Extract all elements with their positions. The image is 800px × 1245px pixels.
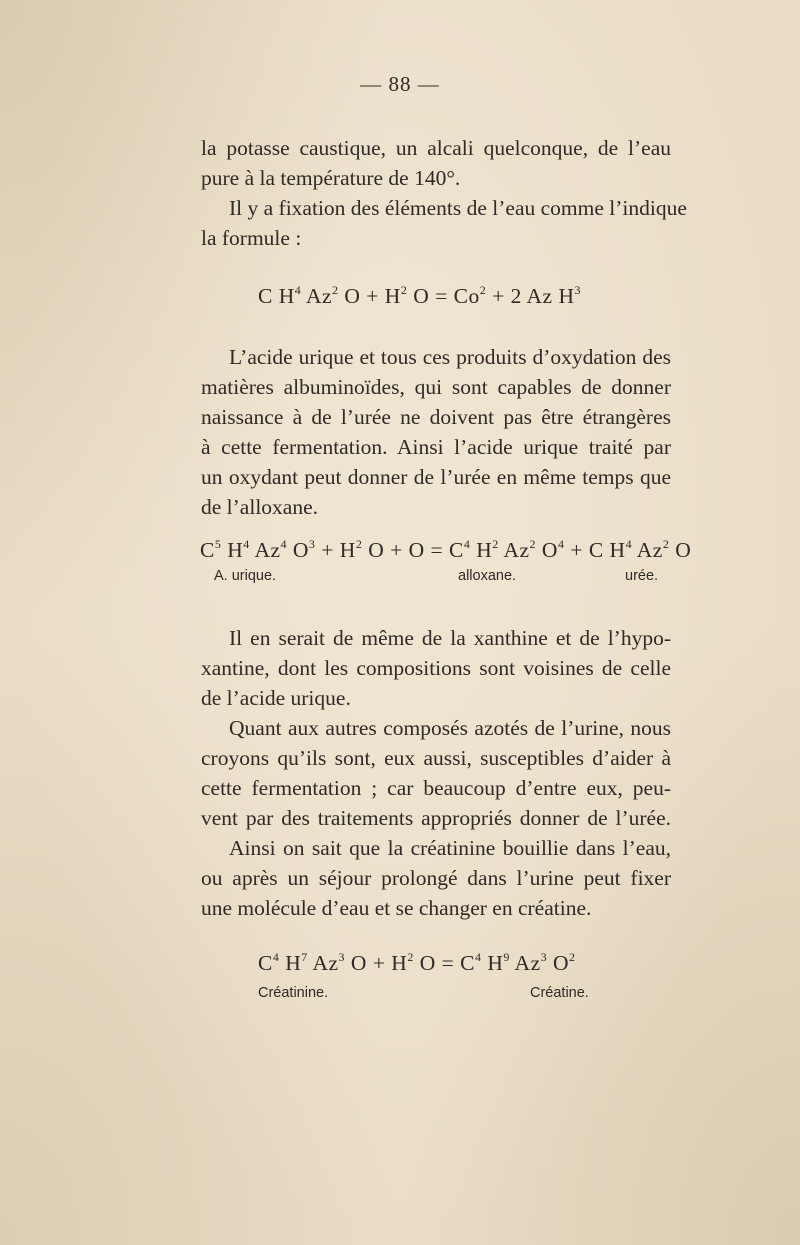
text-line: naissance à de l’urée ne doivent pas être étrangères xyxy=(201,405,671,429)
formula-subscript: 4 xyxy=(463,537,471,551)
formula-subscript: 2 xyxy=(529,537,537,551)
formula-text: Az xyxy=(498,538,530,562)
text-line: de l’acide urique. xyxy=(201,686,351,710)
chemical-equation-uric-acid-oxidation xyxy=(200,538,691,563)
text-line: de l’alloxane. xyxy=(201,495,319,519)
formula-text: O = C xyxy=(413,951,475,975)
text-line: la formule : xyxy=(201,226,302,250)
formula-text: Az xyxy=(509,951,541,975)
formula-text: Az xyxy=(632,538,663,562)
formula-caption-creatine: Créatine. xyxy=(530,985,589,1001)
formula-subscript: 2 xyxy=(332,283,339,297)
formula-subscript: 7 xyxy=(301,950,308,964)
formula-caption-uric-acid: A. urique. xyxy=(214,568,277,584)
text-line: Il y a fixation des éléments de l’eau comme l’indique xyxy=(229,196,687,220)
formula-caption-uree: urée. xyxy=(625,568,659,584)
formula-subscript: 5 xyxy=(214,537,222,551)
formula-subscript: 2 xyxy=(569,950,576,964)
formula-subscript: 4 xyxy=(557,537,565,551)
formula-subscript: 9 xyxy=(503,950,510,964)
formula-text: C xyxy=(258,951,273,975)
chemical-equation-urea-hydrolysis xyxy=(258,284,581,309)
text-line: ou après un séjour prolongé dans l’urine peut fixer xyxy=(201,866,671,890)
text-line: matières albuminoïdes, qui sont capables de donner xyxy=(201,375,671,399)
formula-text: O = Co xyxy=(407,284,480,308)
text-line: la potasse caustique, un alcali quelconque, de l’eau xyxy=(201,136,671,160)
formula-subscript: 2 xyxy=(662,537,670,551)
formula-text: O + H xyxy=(338,284,401,308)
formula-text: H xyxy=(221,538,244,562)
formula-subscript: 2 xyxy=(492,537,499,551)
text-line: xantine, dont les compositions sont voisines de celle xyxy=(201,656,671,680)
text-line: Quant aux autres composés azotés de l’urine, nous xyxy=(229,716,671,740)
formula-text: H xyxy=(279,951,302,975)
formula-caption-creatinine: Créatinine. xyxy=(258,985,329,1001)
formula-subscript: 4 xyxy=(280,537,288,551)
formula-text: O + O = C xyxy=(362,538,464,562)
formula-subscript: 3 xyxy=(574,283,581,297)
formula-text: + C H xyxy=(564,538,626,562)
text-line: croyons qu’ils sont, eux aussi, susceptibles d’aider à xyxy=(201,746,671,770)
formula-text: C xyxy=(200,538,215,562)
formula-subscript: 2 xyxy=(479,283,487,297)
text-line: Il en serait de même de la xanthine et de l’hypo- xyxy=(229,626,671,650)
formula-text: Az xyxy=(307,951,339,975)
text-line: un oxydant peut donner de l’urée en même temps que xyxy=(201,465,671,489)
formula-subscript: 3 xyxy=(308,537,316,551)
formula-text: C H xyxy=(258,284,295,308)
formula-text: O xyxy=(287,538,309,562)
text-line: à cette fermentation. Ainsi l’acide urique traité par xyxy=(201,435,671,459)
formula-text: H xyxy=(470,538,493,562)
formula-text: + H xyxy=(315,538,356,562)
formula-subscript: 3 xyxy=(338,950,346,964)
formula-text: Az xyxy=(301,284,333,308)
formula-subscript: 4 xyxy=(474,950,482,964)
formula-caption-alloxane: alloxane. xyxy=(458,568,517,584)
formula-subscript: 2 xyxy=(355,537,363,551)
text-line: pure à la température de 140°. xyxy=(201,166,461,190)
formula-text: + 2 Az H xyxy=(486,284,575,308)
formula-subscript: 4 xyxy=(243,537,250,551)
formula-subscript: 4 xyxy=(272,950,280,964)
formula-text: O + H xyxy=(345,951,408,975)
formula-subscript: 4 xyxy=(625,537,633,551)
formula-subscript: 2 xyxy=(400,283,408,297)
chemical-equation-creatinine-hydration xyxy=(258,951,576,976)
text-line: Ainsi on sait que la créatinine bouillie dans l’eau, xyxy=(229,836,671,860)
formula-text: O xyxy=(547,951,570,975)
page-number: — 88 — xyxy=(360,72,440,96)
text-line: L’acide urique et tous ces produits d’oxydation des xyxy=(229,345,671,369)
text-line: vent par des traitements appropriés donner de l’urée. xyxy=(201,806,671,830)
text-line: cette fermentation ; car beaucoup d’entre eux, peu- xyxy=(201,776,671,800)
formula-text: Az xyxy=(249,538,281,562)
formula-subscript: 3 xyxy=(540,950,548,964)
text-line: une molécule d’eau et se changer en créatine. xyxy=(201,896,592,920)
formula-text: H xyxy=(481,951,504,975)
formula-subscript: 4 xyxy=(294,283,302,297)
formula-text: O xyxy=(536,538,558,562)
formula-subscript: 2 xyxy=(407,950,414,964)
formula-text: O xyxy=(669,538,692,562)
